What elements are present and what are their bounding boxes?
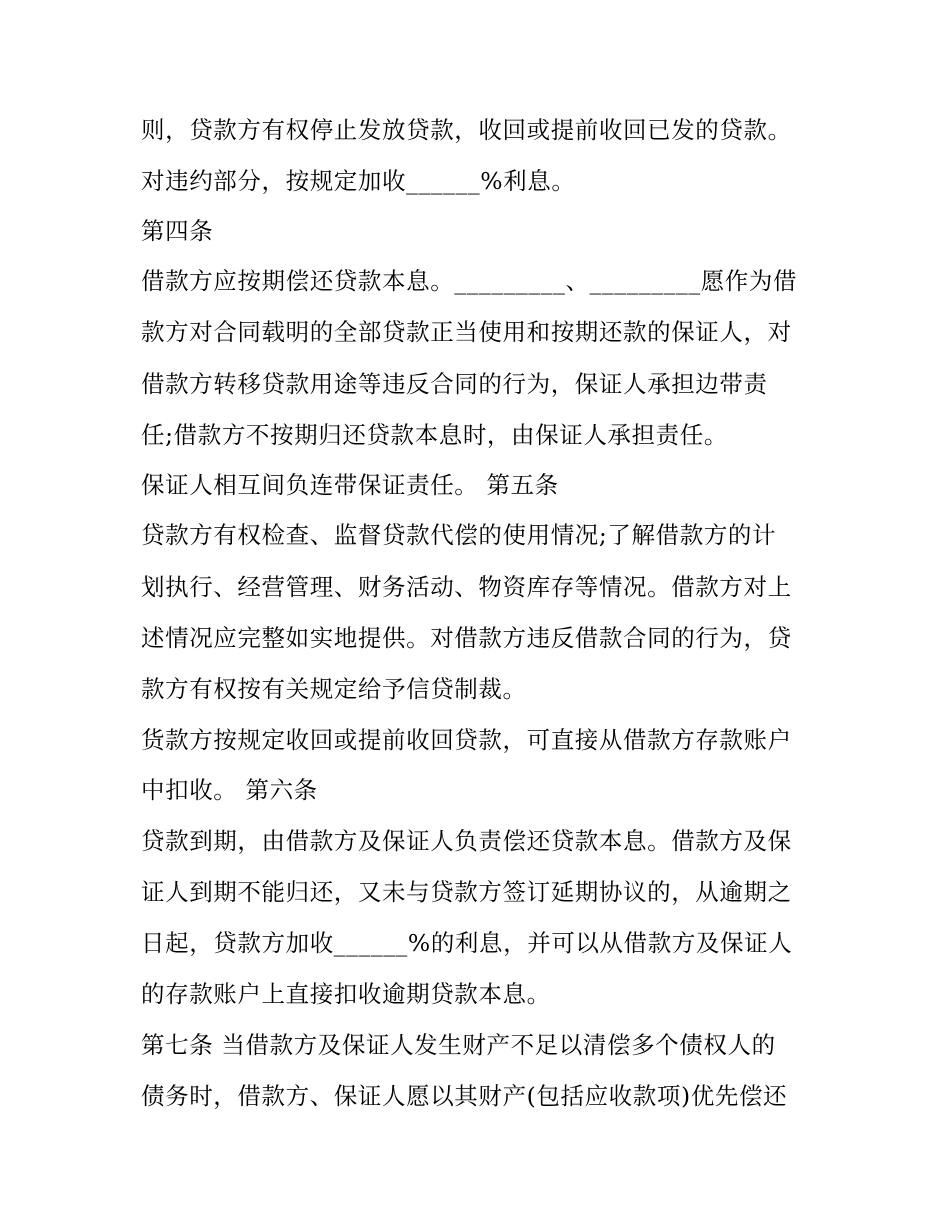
text-line: 借款方应按期偿还贷款本息。_________、_________愿作为借 — [141, 267, 798, 295]
text-line: 款方有权按有关规定给予信贷制裁。 — [141, 675, 527, 703]
text-line: 第七条 当借款方及保证人发生财产不足以清偿多个债权人的 — [141, 1031, 776, 1059]
text-line: 借款方转移贷款用途等违反合同的行为，保证人承担边带责 — [141, 370, 768, 398]
text-line: 述情况应完整如实地提供。对借款方违反借款合同的行为，贷 — [141, 624, 792, 652]
text-line: 中扣收。 第六条 — [141, 776, 318, 804]
text-line: 的存款账户上直接扣收逾期贷款本息。 — [141, 980, 551, 1008]
text-line: 款方对合同载明的全部贷款正当使用和按期还款的保证人，对 — [141, 318, 792, 346]
text-line: 贷款方有权检查、监督贷款代偿的使用情况;了解借款方的计 — [141, 521, 777, 549]
text-line: 保证人相互间负连带保证责任。 第五条 — [141, 471, 559, 499]
text-line: 划执行、经营管理、财务活动、物资库存等情况。借款方对上 — [141, 573, 792, 601]
text-line: 债务时，借款方、保证人愿以其财产(包括应收款项)优先偿还 — [141, 1082, 788, 1110]
text-line: 证人到期不能归还，又未与贷款方签订延期协议的，从逾期之 — [141, 878, 792, 906]
text-line: 货款方按规定收回或提前收回贷款，可直接从借款方存款账户 — [141, 726, 792, 754]
text-line: 贷款到期，由借款方及保证人负责偿还贷款本息。借款方及保 — [141, 827, 792, 855]
text-line: 任;借款方不按期归还贷款本息时，由保证人承担责任。 — [141, 421, 728, 449]
text-line: 对违约部分，按规定加收______%利息。 — [141, 167, 576, 195]
article-heading: 第四条 — [141, 217, 214, 245]
text-line: 日起，贷款方加收______%的利息，并可以从借款方及保证人 — [141, 929, 793, 957]
text-line: 则，贷款方有权停止发放贷款，收回或提前收回已发的贷款。 — [141, 116, 792, 144]
